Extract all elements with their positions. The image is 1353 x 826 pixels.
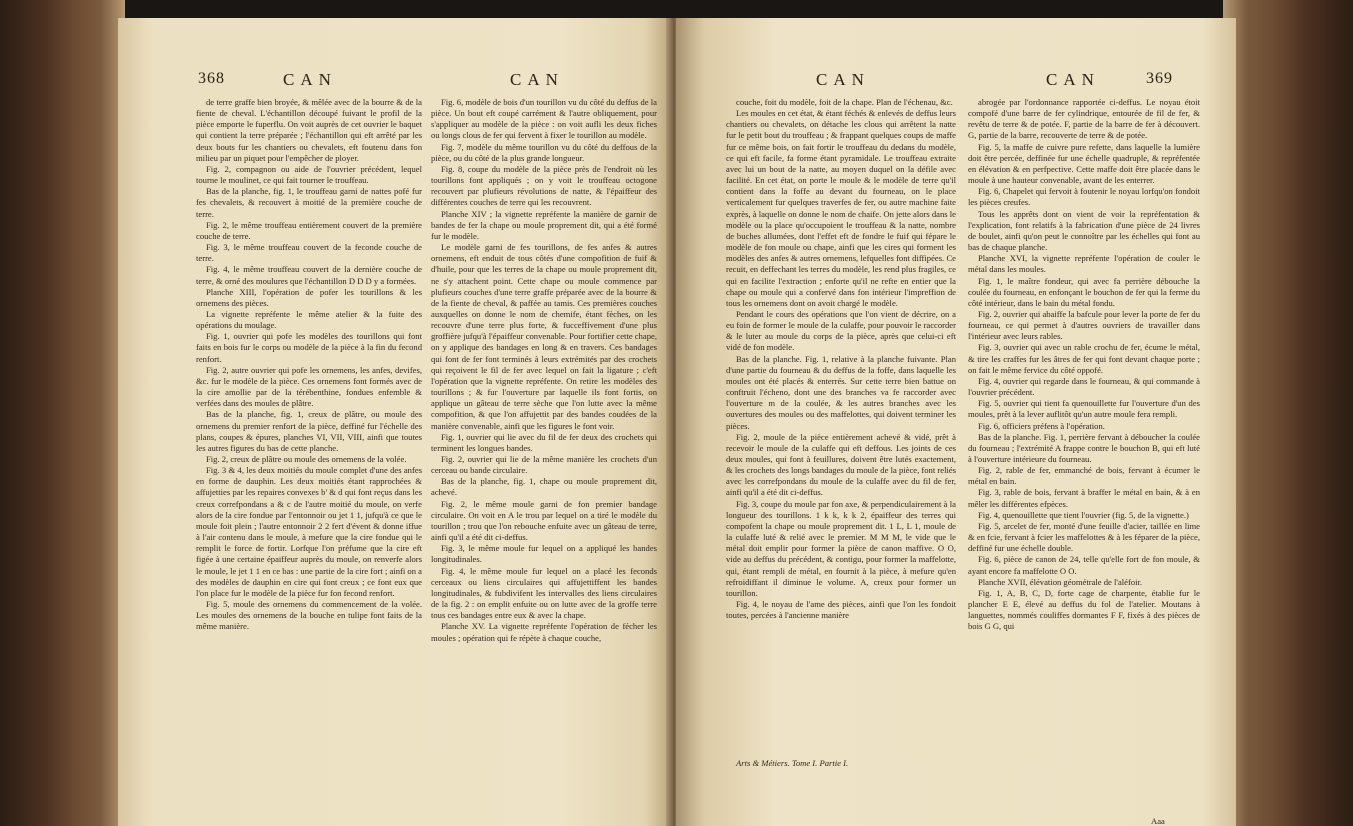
text-column-1 <box>196 97 422 817</box>
paragraph: Fig. 4, ouvrier qui regarde dans le fourneau, & qui commande à l'ouvrier précédent. <box>968 375 1200 398</box>
paragraph: abrogée par l'ordonnance rapportée ci-deffus. Le noyau étoit compofé d'une barre de fer cylindrique, entourée de fil de fer, & revêtu de terre & de potée. F, partie de la barre de fer à découvert. G, partie de la barre, recouverte de terre & de potée. <box>968 97 1200 141</box>
paragraph: Les moules en cet état, & étant féchés & enlevés de deffus leurs chantiers ou chevalets, on détache les clous qui arrêtent la natte fur le petit bout du trouffeau ; & frappant quelques coups de maffe fur ce même bois, on fait fortir le trouffeau du dedans du modèle, ce qui eft facile, fa forme étant pyramidale. Le trouffeau extraite avec lui un bout de la natte, au moyen duquel on la défile avec facilité. En cet état, on porte le moule & le modèle de terre qu'il contient dans la foffe au devant du fourneau, on le place verticalement fur quelques traverfes de fer, ou autre machine faite exprès, à laquelle on donne le nom de chaife. On jette alors dans le modèle ou la place qu'occupoient le trouffeau & la natte, nombre de buches allumées, dont l'effet eft de fondre le fuif qui fépare le modèle de fon moule ou chape, ainfi que les cires qui forment les modèles des anfes & autres ornemens, lefquelles font diffipées. Ce recuit, en deffechant les terres du modèle, les rend plus fragiles, ce qui en facilite l'extraction ; enforte qu'il ne refte en entier que la chape ou moule qui a confervé dans fon intérieur l'impreffion de tous les ornemens dont on avoit chargé le modèle. <box>726 108 956 308</box>
paragraph: Fig. 3 & 4, les deux moitiés du moule complet d'une des anfes en forme de dauphin. Les deux moitiés étant rapprochées & affujetties par les repaires convexes b' & d qui font reçus dans les creux correfpondans a & c de l'autre moitié du moule, on verfe alors de la cire fondue par l'entonnoir ou jet 1 1, jufqu'à ce que le moule foit plein ; l'autre entonnoir 2 2 fert d'évent & donne iffue à l'air contenu dans le moule, à mefure que la cire fondue qui le remplit le force de fortir. Lorfque l'on préfume que la cire eft figée à une certaine épaiffeur auprès du moule, on renverfe alors le moule, le jet 1 1 en ce bas : une partie de la cire fort ; ainfi on a des modèles de dauphin en cire qui font creux ; ce font eux que l'on place fur le modèle de la pièce fur fon fecond renfort. <box>196 465 422 598</box>
paragraph: Fig. 6, modèle de bois d'un tourillon vu du côté du deffus de la pièce. Un bout eft coupé carrément & l'autre obliquement, pour s'appliquer au modèle de la pièce : on voit aufli les deux fiches ou longs clous de fer qui fervent à fixer le tourillon au modèle. <box>431 97 657 141</box>
running-header-left: CAN <box>816 70 870 89</box>
paragraph: Fig. 4, quenouillette que tient l'ouvrier (fig. 5, de la vignette.) <box>978 509 1189 520</box>
paragraph: Bas de la planche. Fig. 1, relative à la planche fuivante. Plan d'une partie du fourneau & du deffus de la foffe, dans laquelle les moules ont été placés & enterrés. Sur cette terre bien battue on conftruit l'écheno, dont une des branches va fe raccorder avec l'ouverture m de la coulée, & les autres branches avec les ouvertures des moules ou des maffelottes, qui doivent terminer les pièces. <box>726 353 956 431</box>
paragraph: Planche XVI, la vignette repréfente l'opération de couler le métal dans les moules. <box>968 253 1200 275</box>
right-page-edges <box>1223 0 1353 826</box>
paragraph: Fig. 3, rable de bois, fervant à braffer le métal en bain, & à en mêler les différentes efpèces. <box>968 487 1200 509</box>
paragraph: Fig. 6, officiers préfens à l'opération. <box>978 420 1105 431</box>
paragraph: Fig. 2, rable de fer, emmanché de bois, fervant à écumer le métal en bain. <box>968 465 1200 487</box>
running-header-left: CAN <box>283 70 337 89</box>
paragraph: Fig. 7, modèle du même tourillon vu du côté du deffous de la pièce, ou du côté de la plus grande longueur. <box>431 141 657 163</box>
paragraph: Fig. 1, ouvrier qui lie avec du fil de fer deux des crochets qui terminent les longues bandes. <box>431 431 657 453</box>
paragraph: Fig. 8, coupe du modèle de la pièce près de l'endroit où les tourillons font appliqués ; on y voit le trouffeau octogone recouvert par plufieurs révolutions de natte, & l'épaiffeur des différentes couches de terre qui les recouvrent. <box>431 163 657 208</box>
right-page <box>676 18 1236 826</box>
left-page <box>118 18 673 826</box>
paragraph: Fig. 4, le même moule fur lequel on a placé les feconds cerceaux ou liens circulaires qui affujettiffent les bandes longitudinales, & fubdivifent les intervalles des liens circulaires de la fig. 2 : on emplit enfuite ou on lutte avec de la groffe terre tous ces bandages entre eux & avec la chape. <box>431 565 657 621</box>
paragraph: Fig. 6, pièce de canon de 24, telle qu'elle fort de fon moule, & ayant encore fa maffelotte O O. <box>968 554 1200 576</box>
paragraph: Fig. 2, ouvrier qui lie de la même manière les crochets d'un cerceau ou bande circulaire. <box>431 454 657 476</box>
paragraph: Fig. 3, coupe du moule par fon axe, & perpendiculairement à la longueur des tourillons. 1 k k, k k 2, épaiffeur des terres qui compofent la chape ou moule proprement dit. 1 L, L 1, moule de la culaffe luté & relié avec le premier. M M M, le vide que le métal doit emplir pour former la pièce de canon maffive. O O, vide au deffus du précédent, & contigu, pour former la maffelotte, qui, étant rempli de métal, en fournit à la pièce, à mefure qu'en refroidiffant il diminue le volume. A, creux pour former un tourillon. <box>726 498 956 598</box>
paragraph: de terre graffe bien broyée, & mêlée avec de la bourre & de la fiente de cheval. L'échantillon découpé fuivant le profil de la pièce emporte le fuperflu. On voit auprès de cet ouvrier le baquet qui contient la terre préparée ; l'échantillon qui eft arrêté par les deux bouts fur les chantiers ou chevalets, eft foutenu dans fon milieu par un piquet pour l'empêcher de ployer. <box>196 97 422 163</box>
signature-mark: Aaa <box>1151 816 1165 826</box>
paragraph: Fig. 6, Chapelet qui fervoit à foutenir le noyau lorfqu'on fondoit les pièces creufes. <box>968 186 1200 208</box>
running-header-right: CAN <box>1046 70 1100 89</box>
paragraph: Fig. 2, le même moule garni de fon premier bandage circulaire. On voit en A le trou par lequel on a tiré le modèle du tourillon ; trou que l'on rebouche enfuite avec un gâteau de terre, ainfi qu'il a été dit ci-deffus. <box>431 498 657 543</box>
text-column-2 <box>968 97 1200 812</box>
paragraph: Fig. 5, moule des ornemens du commencement de la volée. Les moules des ornemens de la bouche en tulipe font faits de la même manière. <box>196 599 422 632</box>
left-page-edges <box>0 0 125 826</box>
paragraph: Fig. 1, le maître fondeur, qui avec fa perrière débouche la coulée du fourneau, en enfonçant le bouchon de fer qui la ferme du côté intérieur, dans le bain du métal fondu. <box>968 275 1200 308</box>
paragraph: Bas de la planche, fig. 1, creux de plâtre, ou moule des ornemens du premier renfort de la pièce, deffiné fur l'échelle des plans, coupes & épures, planches VI, VII, VIII, ainfi que toutes les autres figures du bas de cette planche. <box>196 409 422 453</box>
running-header-right: CAN <box>510 70 564 89</box>
paragraph: Fig. 2, ouvrier qui abaiffe la bafcule pour lever la porte de fer du fourneau, ce qui permet à d'autres ouvriers de travailler dans l'intérieur avec leurs rables. <box>968 308 1200 342</box>
page-number: 369 <box>1146 70 1173 87</box>
paragraph: Fig. 2, autre ouvrier qui pofe les ornemens, les anfes, devifes, &c. fur le modèle de la pièce. Ces ornemens font formés avec de la cire amollie par de la térébenthine, fondues enfemble & verfées dans des moules de plâtre. <box>196 364 422 409</box>
paragraph: Fig. 2, creux de plâtre ou moule des ornemens de la volée. <box>206 454 407 464</box>
paragraph: Fig. 2, moule de la pièce entièrement achevé & vidé, prêt à recevoir le moule de la culaffe qui eft deffous. Les joints de ces deux moules, qui font à feuillures, doivent être lutés exactement, & les crochets des longs bandages du moule de la pièce, font reliés avec les correfpondans du moule de la culaffe avec du fil de fer, ainfi qu'il a été dit ci-deffus. <box>726 431 956 498</box>
paragraph: couche, foit du modèle, foit de la chape. Plan de l'échenau, &c. <box>736 97 953 107</box>
paragraph: Planche XV. La vignette repréfente l'opération de fécher les moules ; opération qui fe répète à chaque couche, <box>431 621 657 643</box>
paragraph: Le modèle garni de fes tourillons, de fes anfes & autres ornemens, eft enduit de tous côtés d'une compofition de fuif & d'huile, pour que les terres de la chape ou moule proprement dit, ne s'y attachent point. Cette chape ou moule commence par plufieurs couches d'une terre graffe préparée avec de la bourre & de la fiente de cheval, & paffée au tamis. Ces premières couches auxquelles on donne le nom de chemife, étant fèches, on les recouvre d'une terre plus forte, & fucceffivement d'une plus groffière jufqu'à l'épaiffeur convenable. Pour fortifier cette chape, on y applique des bandages en long & en travers. Ces bandages qui font de fer font terminés à leurs extrémités par des crochets qui reçoivent le fil de fer avec lequel on fait la ligature ; c'eft l'opération que la vignette repréfente. On retire les modèles des tourillons ; & fur l'ouverture par laquelle ils font fortis, on applique un gâteau de terre sèche que l'on lutte avec la même compofition, & que l'on affujettit par des bandes coudées de la manière convenable, ainfi que les figures le font voir. <box>431 242 657 431</box>
imprint-line: Arts & Métiers. Tome I. Partie I. <box>736 758 849 768</box>
paragraph: Fig. 5, la maffe de cuivre pure refette, dans laquelle la lumière doit être percée, deffinée fur une échelle quadruple, & repréfentée en élévation & en perfpective. Cette maffe doit être placée dans le moule à une hauteur convenable, avant de les enterrer. <box>968 141 1200 186</box>
paragraph: Fig. 3, le même moule fur lequel on a appliqué les bandes longitudinales. <box>431 543 657 565</box>
paragraph: Fig. 4, le noyau de l'ame des pièces, ainfi que l'on les fondoit toutes, percées à l'ancienne manière <box>726 599 956 621</box>
paragraph: Bas de la planche. Fig. 1, perrière fervant à déboucher la coulée du fourneau ; l'extrémité A frappe contre le bouchon B, qui eft luté à l'ouverture intérieure du fourneau. <box>968 431 1200 464</box>
paragraph: Fig. 5, ouvrier qui tient fa quenouillette fur l'ouverture d'un des moules, prêt à la lever auflitôt qu'un autre moule fera rempli. <box>968 398 1200 420</box>
paragraph: Fig. 1, A, B, C, D, forte cage de charpente, établie fur le plancher E E, élevé au deffus du fol de l'atelier. Moutans à languettes, nommés couliffes dormantes F F, fixés à des pièces de bois G G, qui <box>968 587 1200 632</box>
paragraph: Fig. 4, le même trouffeau couvert de la dernière couche de terre, & orné des moulures que l'échantillon D D D y a formées. <box>196 264 422 286</box>
page-number: 368 <box>198 70 225 87</box>
paragraph: Fig. 5, arcelet de fer, monté d'une feuille d'acier, taillée en lime & en fcie, fervant à fcier les maffelottes & à les féparer de la pièce, deffiné fur une échelle double. <box>968 520 1200 554</box>
paragraph: Fig. 2, compagnon ou aide de l'ouvrier précédent, lequel tourne le moulinet, ce qui fait tourner le trouffeau. <box>196 163 422 186</box>
paragraph: Bas de la planche, fig. 1, chape ou moule proprement dit, achevé. <box>431 476 657 498</box>
paragraph: Planche XVII, élévation géométrale de l'aléfoir. <box>978 576 1143 587</box>
paragraph: Fig. 3, le même trouffeau couvert de la feconde couche de terre. <box>196 242 422 264</box>
text-column-1 <box>726 97 956 737</box>
paragraph: Fig. 3, ouvrier qui avec un rable crochu de fer, écume le métal, & tire les craffes fur les âtres de fer qui font devant chaque porte ; on fait le même fervice du côté oppofé. <box>968 342 1200 375</box>
paragraph: Planche XIV ; la vignette repréfente la manière de garnir de bandes de fer la chape ou moule proprement dit, qui a été formé fur le modèle. <box>431 208 657 241</box>
paragraph: La vignette repréfente le même atelier & la fuite des opérations du moulage. <box>196 308 422 331</box>
paragraph: Pendant le cours des opérations que l'on vient de décrire, on a eu foin de former le moule de la culaffe, pour pouvoir le raccorder & le luter au moule du corps de la pièce, après que celui-ci eft vidé de fon modèle. <box>726 308 956 353</box>
text-column-2 <box>431 97 657 817</box>
paragraph: Tous les apprêts dont on vient de voir la repréfentation & l'explication, font relatifs à la fabrication d'une pièce de 24 livres de boulet, ainfi qu'on peut le connoître par les échelles qui font au bas de chaque planche. <box>968 208 1200 253</box>
paragraph: Fig. 1, ouvrier qui pofe les modèles des tourillons qui font faits en bois fur le corps ou modèle de la pièce à la fin du fecond renfort. <box>196 331 422 364</box>
paragraph: Planche XIII, l'opération de pofer les tourillons & les ornemens des pièces. <box>196 286 422 308</box>
paragraph: Bas de la planche, fig. 1, le trouffeau garni de nattes pofé fur fes chevalets, & recouvert à moitié de la première couche de terre. <box>196 186 422 219</box>
paragraph: Fig. 2, le même trouffeau entièrement couvert de la première couche de terre. <box>196 219 422 241</box>
